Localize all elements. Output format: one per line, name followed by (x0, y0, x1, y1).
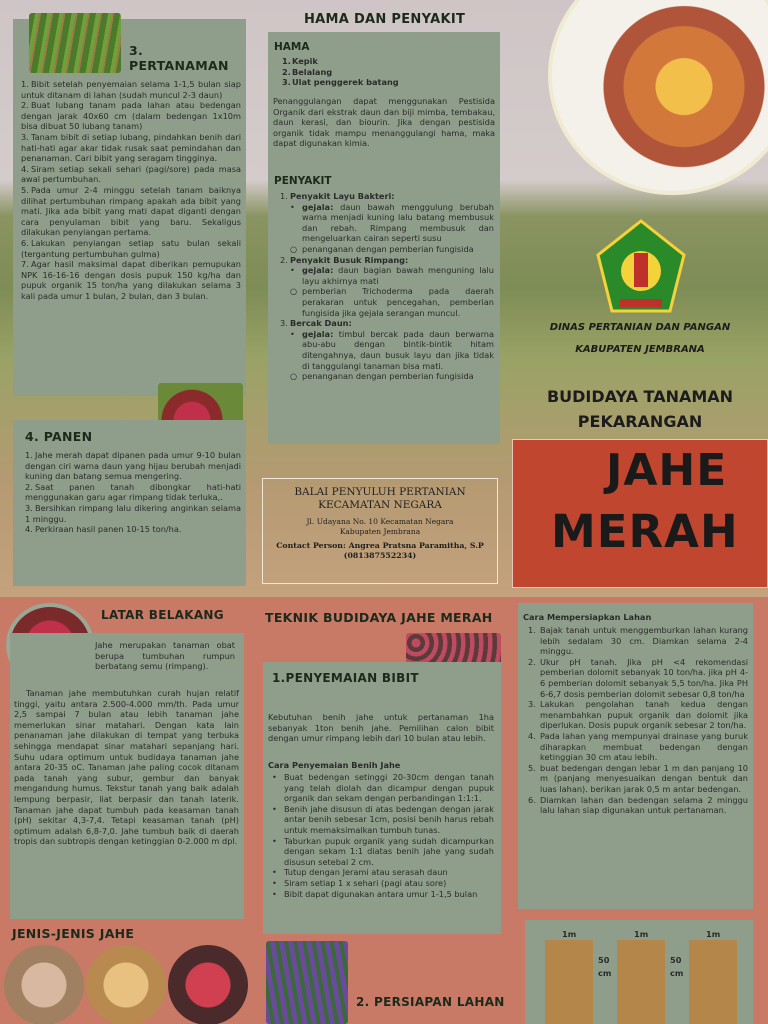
bed-3-width: 1m (706, 929, 721, 939)
list-item: 5. Pada umur 2-4 minggu setelah tanam baiknya dilihat pertumbuhan rimpang apakah ada bibit yang mati. Jika ada bibit yang mati dapat diganti dengan cara penyulaman bibit yang baru. Sekaligus dilakukan penyiangan pertama. (21, 184, 241, 238)
latar-intro: Jahe merupakan tanaman obat berupa tumbuhan rumpun berbatang semu (rimpang). (95, 640, 235, 672)
disease-1-title: 1. Penyakit Layu Bakteri: (280, 191, 395, 201)
pertanaman-list (21, 79, 241, 301)
list-item: • Siram setiap 1 x sehari (pagi atau sore) (272, 877, 447, 888)
panel-panen (13, 420, 246, 586)
disease-2-symptom: • gejala: daun bagian bawah menguning lalu layu akhirnya mati (290, 265, 494, 286)
list-item: 3. Lakukan pengolahan tanah kedua dengan menambahkan pupuk organik dan dolomit jika diperlukan. Dosis pupuk organik sebesar 2 ton/ha. (528, 699, 748, 731)
gap-1-unit: cm (598, 968, 612, 978)
disease-list (280, 191, 494, 382)
title-jahe: JAHE (606, 445, 728, 496)
lahan-list (528, 625, 748, 816)
teknik-title: TEKNIK BUDIDAYA JAHE MERAH (265, 610, 493, 625)
bed-2-width: 1m (634, 929, 649, 939)
bed-1-width: 1m (562, 929, 577, 939)
list-item: 6. Lakukan penyiangan setiap satu bulan sekali (tergantung pertumbuhan gulma) (21, 237, 241, 259)
list-item: 1.Kepik (282, 56, 318, 66)
list-item: 1. Jahe merah dapat dipanen pada umur 9-10 bulan dengan ciri warna daun yang hijau berubah menjadi kuning dan batang semua mengering. (25, 450, 241, 482)
balai-contact: Contact Person: Angrea Pratsna Paramitha, S.P (081387552234) (276, 541, 484, 560)
penyemaian-list (270, 772, 494, 899)
gap-2-value: 50 (670, 955, 682, 965)
dinas-name: DINAS PERTANIAN DAN PANGAN (549, 322, 731, 333)
pertanaman-title: 3. PERTANAMAN (129, 43, 229, 73)
list-item: 4. Pada lahan yang mempunyai drainase yang buruk diharapkan membuat bedengan dengan ketinggian 30 cm atau lebih. (528, 730, 748, 763)
list-item: 2. Buat lubang tanam pada lahan atau bedengan dengan jarak 40x60 cm (dalam bedengan 1x10m bisa dibuat 50 lubang tanam) (21, 100, 241, 132)
list-item: • Taburkan pupuk organik yang sudah dicampurkan dengan sekam 1:1 diatas benih jahe yang sudah disusun setebal 2 cm. (272, 835, 494, 867)
disease-1-treatment: ○ penanganan dengan pemberian fungisida (290, 243, 474, 254)
latar-title: LATAR BELAKANG (101, 608, 224, 622)
gap-1-value: 50 (598, 955, 610, 965)
pest-control-text: Penanggulangan dapat menggunakan Pestisida Organik dari ekstrak daun dan biji mimba, tembakau, daun kerasi, dan biourin. Jika dengan pestisida organik tidak mampu menanggulangi hama, maka dapat digunakan kimia. (273, 96, 495, 149)
list-item: 2.Belalang (282, 66, 333, 77)
list-item: 4. Perkiraan hasil panen 10-15 ton/ha. (25, 524, 182, 535)
ginger-type-photo-1 (4, 945, 84, 1024)
balai-box (262, 478, 498, 584)
lahan-title: Cara Mempersiapkan Lahan (523, 612, 652, 622)
list-item: • Benih jahe disusun di atas bedengan dengan jarak antar benih sebesar 1cm, posisi benih harus rebah untuk memaksimalkan tumbuh tunas. (272, 803, 494, 835)
list-item: 3. Bersihkan rimpang lalu dikering anginkan selama 1 minggu. (25, 502, 241, 524)
panen-title: 4. PANEN (25, 429, 93, 444)
disease-2-title: 2. Penyakit Busuk Rimpang: (280, 254, 409, 265)
jembrana-emblem-icon (594, 219, 688, 317)
balai-name: BALAI PENYULUH PERTANIAN KECAMATAN NEGARA (294, 486, 466, 511)
bed-3 (689, 940, 737, 1024)
list-item: • Tutup dengan Jerami atau serasah daun (272, 867, 448, 878)
jenis-title: JENIS-JENIS JAHE (12, 926, 135, 941)
list-item: 1. Bajak tanah untuk menggemburkan lahan kurang lebih sedalam 30 cm. Diamkan selama 2-4 minggu. (528, 625, 748, 657)
list-item: 1. Bibit setelah penyemaian selama 1-1,5 bulan siap untuk ditanam di lahan (sudah muncul 2-3 daun) (21, 79, 241, 100)
disease-3-title: 3. Bercak Daun: (280, 318, 352, 329)
list-item: 2. Saat panen tanah dibongkar hati-hati menggunakan garu agar rimpang tidak terluka,. (25, 481, 241, 503)
list-item: 2. Ukur pH tanah. Jika pH <4 rekomendasi pemberian dolomit sebanyak 10 ton/ha. jika pH 4-6 pemberian dolomit sebanyak 5,5 ton/ha. Jika PH 6-6,7 dosis pemberian dolomit sebesar 0,8 ton/ha (528, 656, 748, 699)
disease-2-treatment: ○ pemberian Trichoderma pada daerah perakaran untuk pencegahan, pemberian fungisida jika gejala serangan muncul. (290, 286, 494, 318)
list-item: 3. Tanam bibit di setiap lubang, pindahkan benih dari hati-hati agar akar tidak rusak saat pemindahan dan penanaman. Cari bibit yang seragam tingginya. (21, 131, 241, 164)
penyemaian-intro: Kebutuhan benih jahe untuk pertanaman 1ha sebanyak 1ton benih jahe. Pemilihan calon bibit dengan umur rimpang lebih dari 10 bulan atau lebih. (268, 712, 494, 744)
hama-title: HAMA DAN PENYAKIT (304, 12, 466, 27)
latar-body: Tanaman jahe membutuhkan curah hujan relatif tinggi, yaitu antara 2.500-4.000 mm/th. Pada umur 2,5 sampai 7 bulan atau lebih tanaman jahe memerlukan sinar matahari. Dengan kata lain penanaman jahe dilakukan di tempat yang terbuka sehingga mendapat sinar matahari sepanjang hari. Suhu udara optimum untuk budidaya tanaman jahe antara 20-35 oC. Tanaman jahe paling cocok ditanam pada tanah yang subur, gembur dan banyak mengandung humus. Tekstur tanah yang baik adalah lempung berpasir, liat berpasir dan tanah laterik. Tanaman jahe dapat tumbuh pada keasaman tanah (pH) sekitar 4,3-7,4. Tetapi keasaman tanah (pH) optimum adalah 6,8-7,0. Jahe tumbuh baik di daerah tropis dan subtropis dengan ketinggian 0-2.000 m dpl. (14, 688, 239, 847)
hama-subtitle: HAMA (274, 41, 310, 53)
penyakit-subtitle: PENYAKIT (274, 175, 332, 187)
balai-address: Jl. Udayana No. 10 Kecamatan Negara Kabupaten Jembrana (306, 517, 454, 536)
gap-2-unit: cm (670, 968, 684, 978)
penyemaian-title: 1.PENYEMAIAN BIBIT (272, 671, 419, 685)
panel-hama (268, 32, 500, 444)
field-photo (29, 13, 121, 73)
bed-1 (545, 940, 593, 1024)
title-merah: MERAH (551, 505, 739, 558)
list-item: 7. Agar hasil maksimal dapat diberikan pemupukan NPK 16-16-16 dengan dosis pupuk 150 kg/ha dan pupuk organik 15 ton/ha yang dilakukan selama 3 kali pada umur 1 bulan, 2 bulan, dan 3 bulan. (21, 259, 241, 301)
list-item: 4. Siram setiap sekali sehari (pagi/sore) pada masa awal pertumbuhan. (21, 163, 241, 185)
list-item: 6. Diamkan lahan dan bedengan selama 2 minggu lalu lahan siap digunakan untuk pertanaman. (528, 794, 748, 816)
disease-3-treatment: ○ penanganan dengan pemberian fungisida (290, 371, 474, 382)
cover-subtitle: BUDIDAYA TANAMAN PEKARANGAN (546, 387, 734, 431)
ginger-type-photo-2 (86, 945, 166, 1024)
disease-1-symptom: • gejala: daun bawah menggulung berubah warna menjadi kuning lalu batang membusuk dan rebah. Rimpang membusuk dan mengeluarkan cairan seperti susu (290, 201, 494, 244)
list-item: • Buat bedengan setinggi 20-30cm dengan tanah yang telah diolah dan dicampur dengan pupuk organik dan sekam dengan perbandingan 1:1:1. (272, 772, 494, 804)
panen-list (25, 450, 241, 535)
list-item: 5. buat bedengan dengan lebar 1 m dan panjang 10 m (panjang menyesuaikan dengan bentuk dan luas lahan). berikan jarak 0,5 m antar bedengan. (528, 762, 748, 794)
panel-pertanaman (13, 19, 246, 396)
pest-list (282, 56, 492, 88)
ginger-type-photo-3 (168, 945, 248, 1024)
list-item: 3.Ulat penggerek batang (282, 77, 399, 88)
disease-3-symptom: • gejala: timbul bercak pada daun berwarna abu-abu dengan bintik-bintik hitam ditengahnya, daun busuk layu dan jika tidak di tanggulangi tanaman bisa mati. (290, 328, 494, 371)
persiapan-title: 2. PERSIAPAN LAHAN (356, 995, 505, 1009)
list-item: • Bibit dapat digunakan antara umur 1-1,5 bulan (272, 888, 478, 899)
field-rows-photo (266, 941, 348, 1024)
dinas-region: KABUPATEN JEMBRANA (575, 344, 705, 355)
bed-2 (617, 940, 665, 1024)
penyemaian-cara: Cara Penyemaian Benih Jahe (268, 760, 401, 770)
